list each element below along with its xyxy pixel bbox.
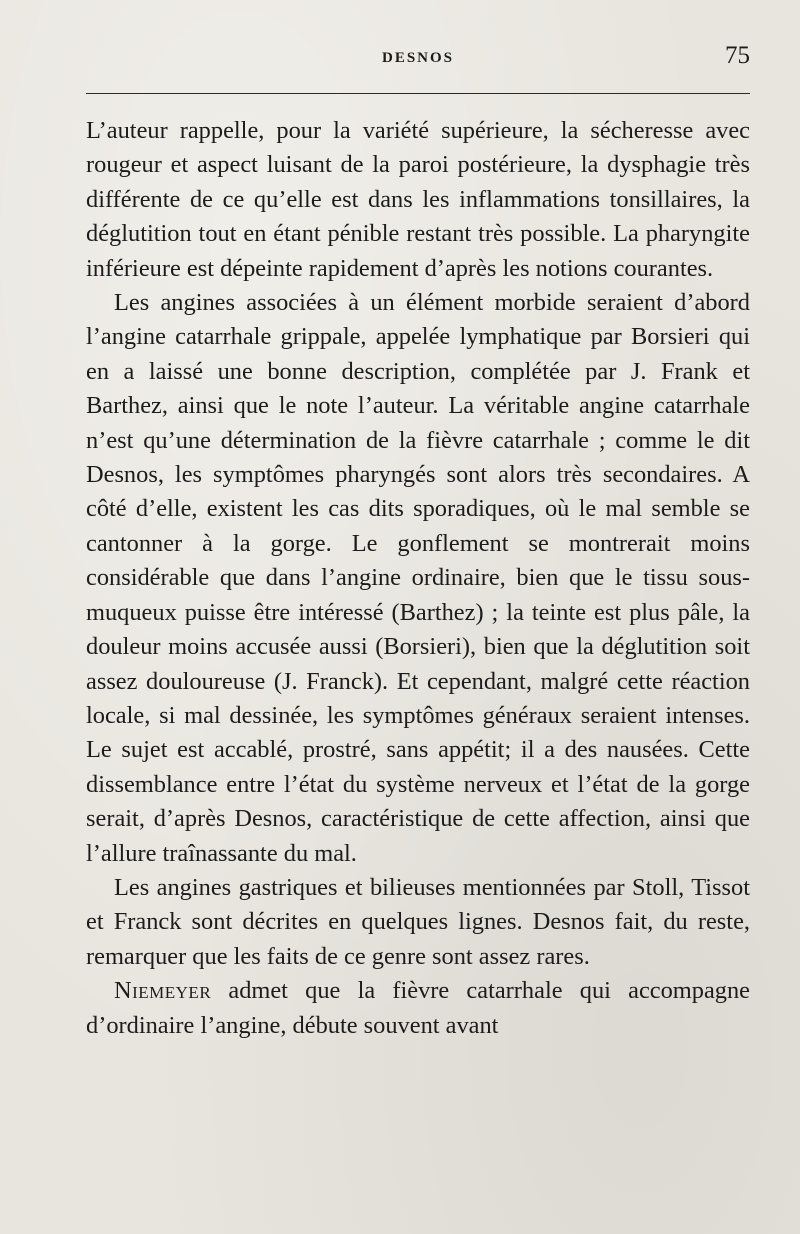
paragraph: Les angines associées à un élément morbide seraient d’abord l’angine catarrhale grippale, appelée lymphatique par Borsieri qui en a laissé une bonne description, complétée par J. Frank et Barthez, ainsi que le note l’auteur. La véritable angine catarrhale n’est qu’une détermination de la fièvre catarrhale ; comme le dit Desnos, les symptômes pharyngés sont alors très secondaires. A côté d’elle, existent les cas dits sporadiques, où le mal semble se cantonner à la gorge. Le gonflement se montrerait moins considérable que dans l’angine ordinaire, bien que le tissu sous-muqueux puisse être intéressé (Barthez) ; la teinte est plus pâle, la douleur moins accusée aussi (Borsieri), bien que la déglutition soit assez douloureuse (J. Franck). Et cependant, malgré cette réaction locale, si mal dessinée, les symptômes généraux seraient intenses. Le sujet est accablé, prostré, sans appétit; il a des nausées. Cette dissemblance entre l’état du système nerveux et l’état de la gorge serait, d’après Desnos, caractéristique de cette affection, ainsi que l’allure traînassante du mal. xyxy=(86,289,750,867)
running-title: DESNOS xyxy=(381,50,455,66)
paragraph: L’auteur rappelle, pour la variété supérieure, la sécheresse avec rougeur et aspect luisant de la paroi postérieure, la dysphagie très différente de ce qu’elle est dans les inflammations tonsillaires, la déglutition tout en étant pénible restant très possible. La pharyngite inférieure est dépeinte rapidement d’après les notions courantes. xyxy=(86,117,750,282)
header-rule xyxy=(86,93,750,94)
page-number: 75 xyxy=(725,42,750,69)
paragraph-text: admet que la fièvre catarrhale qui accompagne d’ordinaire l’angine, débute souvent avant xyxy=(86,977,750,1039)
body-text xyxy=(86,114,750,1043)
paragraph: Les angines gastriques et bilieuses mentionnées par Stoll, Tissot et Franck sont décrites en quelques lignes. Desnos fait, du reste, remarquer que les faits de ce genre sont assez rares. xyxy=(86,873,750,970)
running-head xyxy=(86,40,750,80)
author-name: Niemeyer xyxy=(114,977,212,1005)
paragraph xyxy=(86,974,750,1043)
